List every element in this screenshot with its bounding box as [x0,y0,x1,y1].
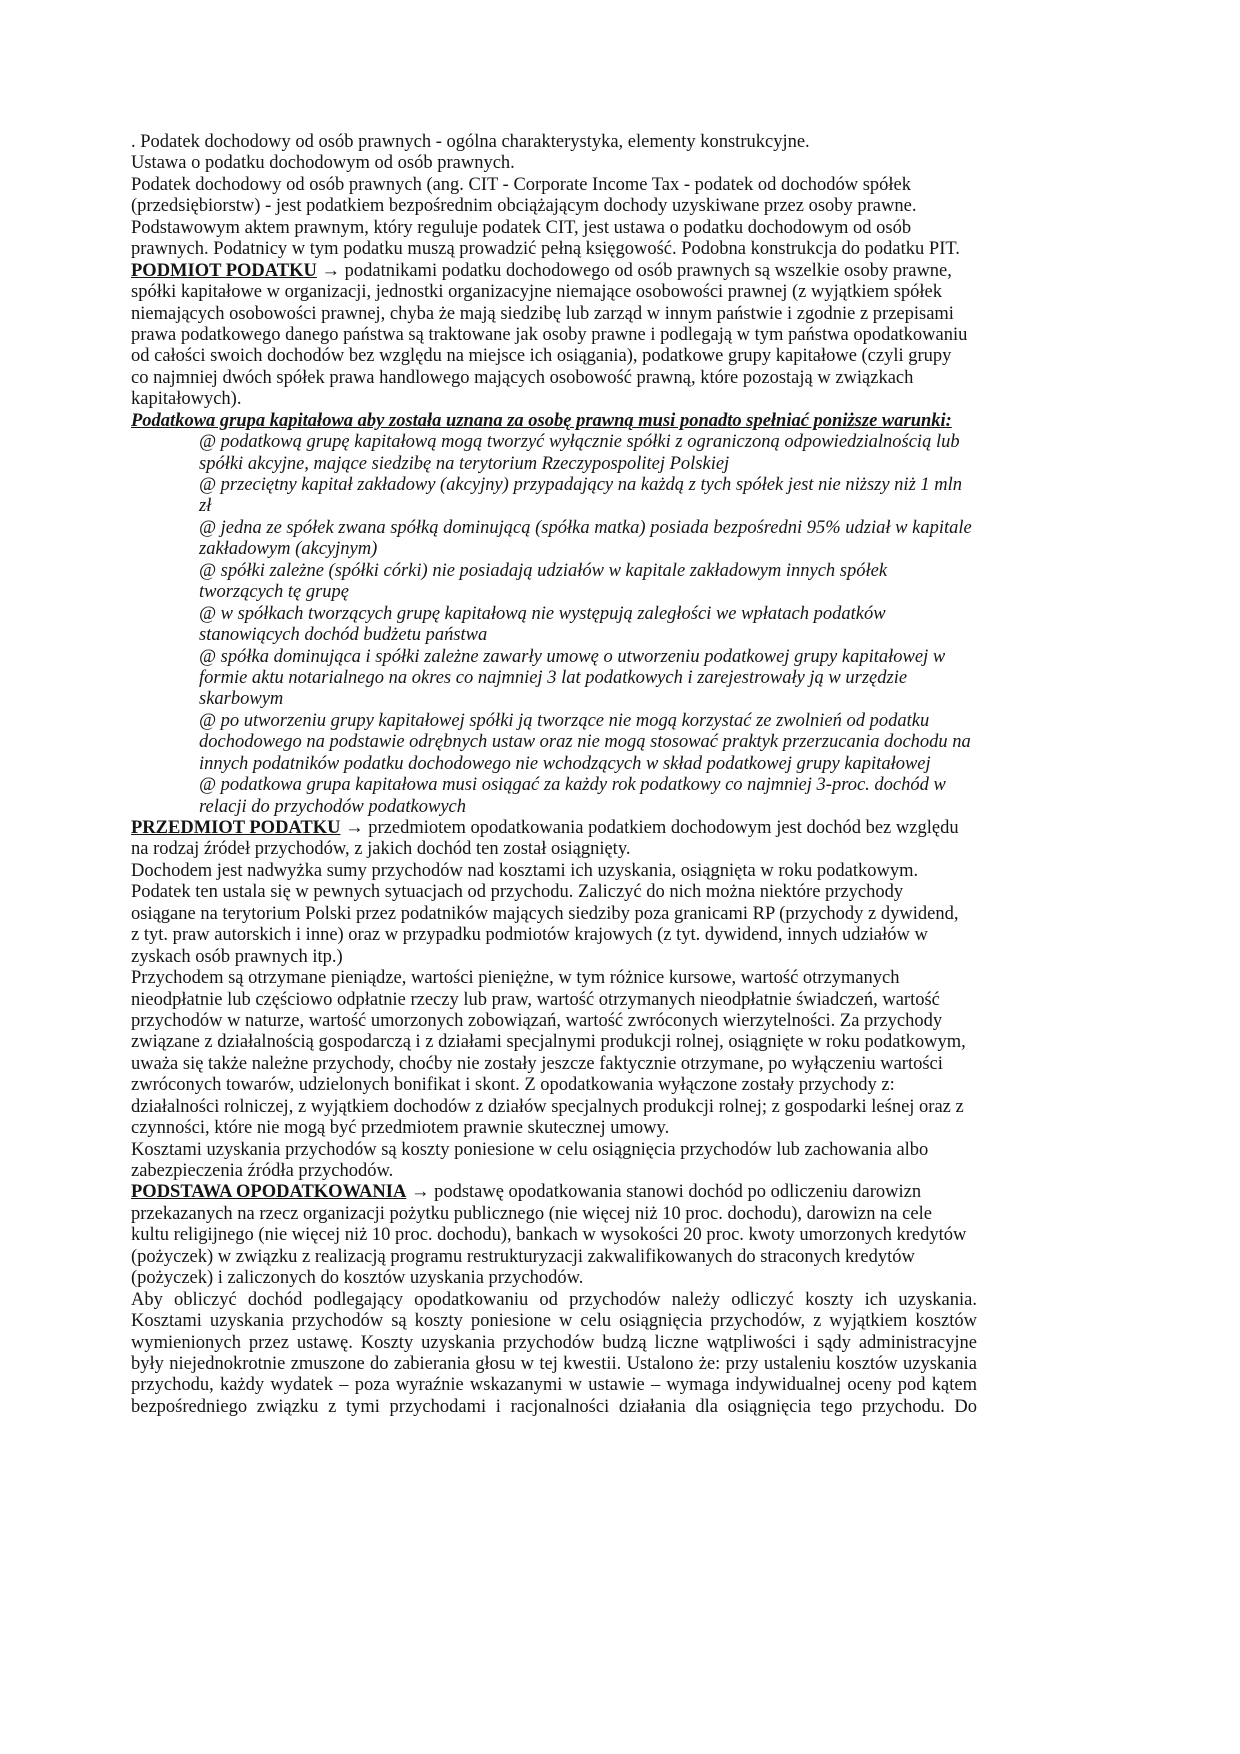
text-line: Aby obliczyć dochód podlegający opodatkowaniu od przychodów należy odliczyć koszty ich uzyskania. [131,1289,977,1310]
text-line: zwróconych towarów, udzielonych bonifikat i skont. Z opodatkowania wyłączone zostały przychody z: [131,1075,895,1096]
list-item [199,561,979,604]
text-line: bezpośredniego związku z tymi przychodami i racjonalności działania dla osiągnięcia tego przychodu. Do [131,1396,977,1417]
text-line: nieodpłatnie lub częściowo odpłatnie rzeczy lub praw, wartość otrzymanych nieodpłatnie świadczeń, wartość [131,989,940,1010]
text-line: kapitałowych). [131,389,242,410]
text-line: przychodu, każdy wydatek – poza wyraźnie wskazanymi w ustawie – wymaga indywidualnej oceny pod kątem [131,1375,977,1396]
document-body [131,132,979,1418]
text-line: działalności rolniczej, z wyjątkiem dochodów z działów specjalnych produkcji rolnej; z gospodarki leśnej oraz z [131,1096,964,1117]
text-line: spółki kapitałowe w organizacji, jednostki organizacyjne niemające osobowości prawnej (z wyjątkiem spółek [131,282,943,303]
paragraph-base [131,1182,979,1289]
text-line: (pożyczek) i zaliczonych do kosztów uzyskania przychodów. [131,1268,584,1289]
text-line: tworzących tę grupę [199,582,350,603]
text-line: przekazanych na rzecz organizacji pożytku publicznego (nie więcej niż 10 proc. dochodu), darowizn na cele [131,1203,932,1224]
text-line: na rodzaj źródeł przychodów, z jakich dochód ten został osiągnięty. [131,839,631,860]
text-line: były niejednokrotnie zmuszone do zabierania głosu w tej kwestii. Ustalono że: przy ustaleniu kosztów uzyskania [131,1353,977,1374]
text-line: @ spółka dominująca i spółki zależne zawarły umowę o utworzeniu podatkowej grupy kapitałowej w [199,646,946,667]
text-line [131,818,979,839]
paragraph-intro [131,175,979,261]
text-line: prawnych. Podatnicy w tym podatku muszą prowadzić pełną księgowość. Podobna konstrukcja do podatku PIT. [131,239,960,260]
text-line: przychodów w naturze, wartość umorzonych zobowiązań, wartość zwróconych wierzytelności. Za przychody [131,1010,943,1031]
text-line: związane z działalnością gospodarczą i z działami specjalnymi produkcji rolnej, osiągnięte w roku podatkowym, [131,1032,966,1053]
text-line: Podatek dochodowy od osób prawnych (ang. CIT - Corporate Income Tax - podatek od dochodów spółek [131,174,911,195]
text-line: kultu religijnego (nie więcej niż 10 proc. dochodu), bankach w wysokości 20 proc. kwoty umorzonych kredytów [131,1225,967,1246]
paragraph-subject [131,261,979,411]
arrow-icon: → [321,260,340,281]
text-span: podstawę opodatkowania stanowi dochód po odliczeniu darowizn [434,1182,922,1203]
text-line [131,1182,979,1203]
text-line: zakładowym (akcyjnym) [199,539,378,560]
text-line: @ podatkowa grupa kapitałowa musi osiągać za każdy rok podatkowy co najmniej 3-proc. dochód w [199,775,946,796]
list-item [199,432,979,475]
conditions-heading: Podatkowa grupa kapitałowa aby została uznana za osobę prawną musi ponadto spełniać poniższe warunki: [131,410,952,431]
paragraph-income [131,861,979,968]
text-line: Przychodem są otrzymane pieniądze, wartości pieniężne, w tym różnice kursowe, wartość otrzymanych [131,968,900,989]
text-line: uważa się także należne przychody, choćby nie zostały jeszcze faktycznie otrzymane, po wyłączeniu wartości [131,1053,943,1074]
text-line: Kosztami uzyskania przychodów są koszty poniesione w celu osiągnięcia przychodów, z wyjątkiem kosztów [131,1311,977,1332]
text-line [131,261,979,282]
text-line: dochodowego na podstawie odrębnych ustaw oraz nie mogą stosować praktyk przerzucania dochodu na [199,732,971,753]
text-line: zabezpieczenia źródła przychodów. [131,1161,394,1181]
text-line: Kosztami uzyskania przychodów są koszty poniesione w celu osiągnięcia przychodów lub zachowania albo [131,1139,929,1160]
document-title: . Podatek dochodowy od osób prawnych - ogólna charakterystyka, elementy konstrukcyjne. [131,132,810,152]
text-line: spółki akcyjne, mające siedzibę na terytorium Rzeczypospolitej Polskiej [199,453,730,474]
text-line: skarbowym [199,689,284,710]
text-line: (pożyczek) w związku z realizacją programu restrukturyzacji zakwalifikowanych do straconych kredytów [131,1246,915,1267]
section-heading-subject: PODMIOT PODATKU [131,260,317,281]
text-line: zł [199,496,212,517]
text-line: formie aktu notarialnego na okres co najmniej 3 lat podatkowych i zarejestrowały ją w urzędzie [199,667,908,688]
text-line: od całości swoich dochodów bez względu na miejsce ich osiągania), podatkowe grupy kapitałowe (czyli grupy [131,346,952,367]
text-line: @ przeciętny kapitał zakładowy (akcyjny) przypadający na każdą z tych spółek jest nie niższy niż 1 mln [199,475,963,495]
text-line: osiągane na terytorium Polski przez podatników mających siedziby poza granicami RP (przychody z dywidend, [131,903,959,924]
text-line: zyskach osób prawnych itp.) [131,946,343,967]
paragraph-calculation [131,1290,979,1419]
list-item [199,711,979,775]
paragraph-object [131,818,979,861]
list-item [199,647,979,711]
list-item [199,775,979,818]
text-line: Dochodem jest nadwyżka sumy przychodów nad kosztami ich uzyskania, osiągnięta w roku podatkowym. [131,860,919,881]
list-item [199,604,979,647]
conditions-list [131,432,979,818]
text-line: wymienionych przez ustawę. Koszty uzyskania przychodów budzą liczne wątpliwości i sądy administracyjne [131,1332,977,1353]
text-line: stanowiących dochód budżetu państwa [199,625,488,646]
text-line: Podatek ten ustala się w pewnych sytuacjach od przychodu. Zaliczyć do nich można niektóre przychody [131,882,904,903]
section-heading-object: PRZEDMIOT PODATKU [131,818,341,838]
text-line: co najmniej dwóch spółek prawa handlowego mających osobowość prawną, które pozostają w związkach [131,367,914,388]
paragraph-costs [131,1140,979,1183]
list-item [199,475,979,518]
text-line: relacji do przychodów podatkowych [199,796,467,817]
paragraph-revenue [131,968,979,1140]
text-span: podatnikami podatku dochodowego od osób prawnych są wszelkie osoby prawne, [344,260,952,281]
section-heading-base: PODSTAWA OPODATKOWANIA [131,1182,407,1203]
text-line: innych podatników podatku dochodowego nie wchodzących w skład podatkowej grupy kapitałowej [199,753,931,774]
text-line: @ jedna ze spółek zwana spółką dominującą (spółka matka) posiada bezpośredni 95% udział w kapitale [199,517,972,538]
text-span: przedmiotem opodatkowania podatkiem dochodowym jest dochód bez względu [368,818,959,838]
text-line: @ podatkową grupę kapitałową mogą tworzyć wyłącznie spółki z ograniczoną odpowiedzialnością lub [199,432,960,453]
text-line: z tyt. praw autorskich i inne) oraz w przypadku podmiotów krajowych (z tyt. dywidend, innych udziałów w [131,925,928,946]
list-item [199,518,979,561]
text-line: @ w spółkach tworzących grupę kapitałową nie występują zaległości we wpłatach podatków [199,603,886,624]
text-line: @ po utworzeniu grupy kapitałowej spółki ją tworzące nie mogą korzystać ze zwolnień od podatku [199,710,930,731]
text-line: czynności, które nie mogą być przedmiotem prawnie skutecznej umowy. [131,1118,670,1139]
act-reference: Ustawa o podatku dochodowym od osób prawnych. [131,153,515,174]
text-line: Podstawowym aktem prawnym, który reguluje podatek CIT, jest ustawa o podatku dochodowym od osób [131,217,912,238]
text-line: @ spółki zależne (spółki córki) nie posiadają udziałów w kapitale zakładowym innych spółek [199,560,888,581]
arrow-icon: → [410,1182,430,1203]
arrow-icon: → [345,818,364,838]
text-line: (przedsiębiorstw) - jest podatkiem bezpośrednim obciążającym dochody uzyskiwane przez osoby prawne. [131,196,917,217]
text-line: prawa podatkowego danego państwa są traktowane jak osoby prawne i podlegają w tym państwa opodatkowaniu [131,324,968,345]
text-line: niemających osobowości prawnej, chyba że mają siedzibę lub zarząd w innym państwie i zgodnie z przepisami [131,303,954,324]
